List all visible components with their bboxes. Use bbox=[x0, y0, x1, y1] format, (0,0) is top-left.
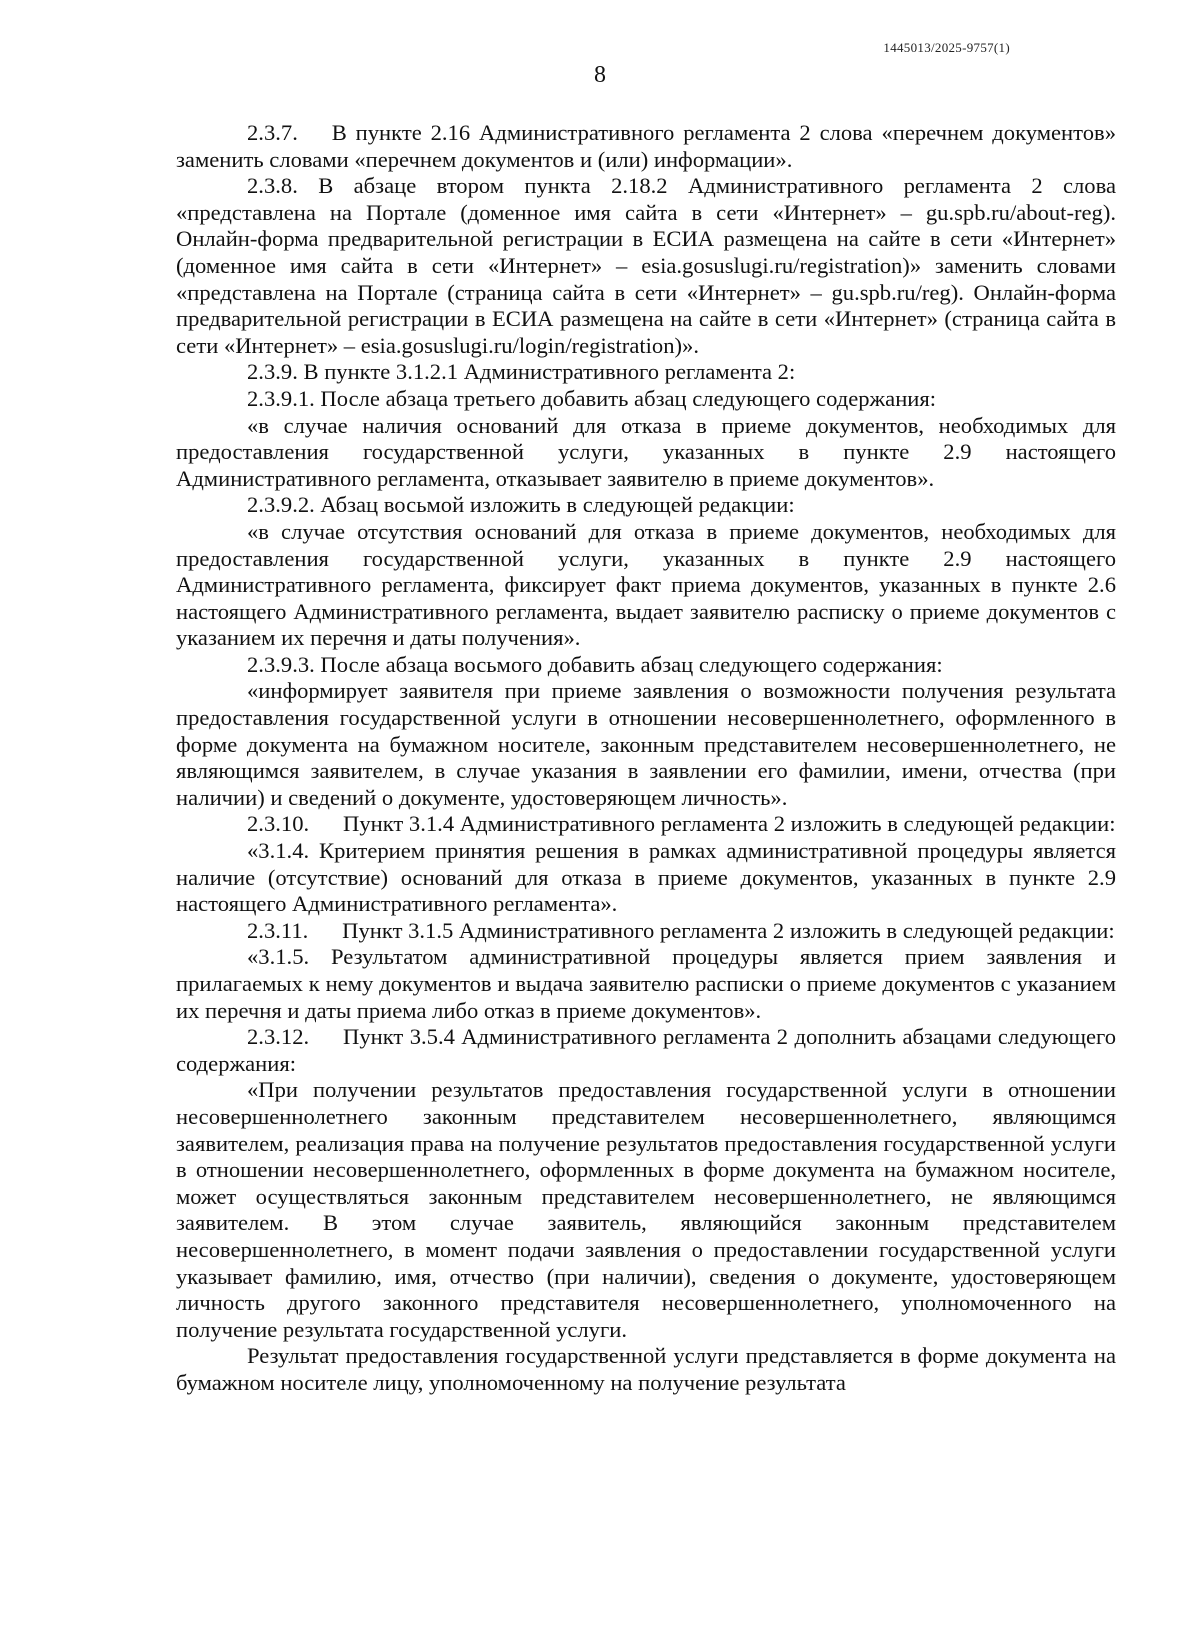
paragraph-2-3-9-3: 2.3.9.3. После абзаца восьмого добавить абзац следующего содержания: bbox=[247, 651, 943, 677]
paragraph-2-3-8: 2.3.8. В абзаце втором пункта 2.18.2 Административного регламента 2 слова «представлена на Портале (доменное имя сайта в сети «Интернет» – gu.spb.ru/about-reg). Онлайн-форма предварительной регистрации в ЕСИА размещена на сайте в сети «Интернет» (доменное имя сайта в сети «Интернет» – esia.gosuslugi.ru/registration)» заменить словами «представлена на Портале (страница сайта в сети «Интернет» – gu.spb.ru/reg). Онлайн-форма предварительной регистрации в ЕСИА размещена на сайте в сети «Интернет» (страница сайта в сети «Интернет» – esia.gosuslugi.ru/login/registration)». bbox=[176, 173, 1116, 358]
paragraph-2-3-10: 2.3.10. Пункт 3.1.4 Административного регламента 2 изложить в следующей редакции: bbox=[247, 811, 1116, 837]
paragraph-2-3-9-2: 2.3.9.2. Абзац восьмой изложить в следующей редакции: bbox=[247, 492, 795, 518]
quoted-paragraph: «При получении результатов предоставления государственной услуги в отношении несовершеннолетнего законным представителем несовершеннолетнего, являющимся заявителем, реализация права на получение результатов предоставления государственной услуги в отношении несовершеннолетнего, оформленных в форме документа на бумажном носителе, может осуществляться законным представителем несовершеннолетнего, не являющимся заявителем. В этом случае заявитель, являющийся законным представителем несовершеннолетнего, в момент подачи заявления о предоставлении государственной услуги указывает фамилию, имя, отчество (при наличии), сведения о документе, удостоверяющем личность другого законного представителя несовершеннолетнего, уполномоченного на получение результата государственной услуги. bbox=[176, 1077, 1116, 1342]
document-body bbox=[176, 120, 1116, 1397]
paragraph-result: Результат предоставления государственной услуги представляется в форме документа на бумажном носителе лицу, уполномоченному на получение результата bbox=[176, 1343, 1116, 1395]
document-id: 1445013/2025-9757(1) bbox=[883, 40, 1010, 55]
quoted-paragraph: «3.1.5. Результатом административной процедуры является прием заявления и прилагаемых к нему документов и выдача заявителю расписки о приеме документов с указанием их перечня и даты приема либо отказ в приеме документов». bbox=[176, 944, 1116, 1023]
paragraph-2-3-9-1: 2.3.9.1. После абзаца третьего добавить абзац следующего содержания: bbox=[247, 385, 937, 411]
paragraph-2-3-12: 2.3.12. Пункт 3.5.4 Административного регламента 2 дополнить абзацами следующего содержания: bbox=[176, 1024, 1116, 1076]
quoted-paragraph: «в случае наличия оснований для отказа в приеме документов, необходимых для предоставления государственной услуги, указанных в пункте 2.9 настоящего Административного регламента, отказывает заявителю в приеме документов». bbox=[176, 412, 1116, 491]
paragraph-2-3-11: 2.3.11. Пункт 3.1.5 Административного регламента 2 изложить в следующей редакции: bbox=[247, 917, 1115, 943]
quoted-paragraph: «в случае отсутствия оснований для отказа в приеме документов, необходимых для предоставления государственной услуги, указанных в пункте 2.9 настоящего Административного регламента, фиксирует факт приема документов, указанных в пункте 2.6 настоящего Административного регламента, выдает заявителю расписку о приеме документов с указанием их перечня и даты получения». bbox=[176, 518, 1116, 651]
quoted-paragraph: «информирует заявителя при приеме заявления о возможности получения результата предоставления государственной услуги в отношении несовершеннолетнего, оформленного в форме документа на бумажном носителе, законным представителем несовершеннолетнего, не являющимся заявителем, в случае указания в заявлении его фамилии, имени, отчества (при наличии) и сведений о документе, удостоверяющем личность». bbox=[176, 678, 1116, 810]
quoted-paragraph: «3.1.4. Критерием принятия решения в рамках административной процедуры является наличие (отсутствие) оснований для отказа в приеме документов, указанных в пункте 2.9 настоящего Административного регламента». bbox=[176, 838, 1116, 917]
page-number: 8 bbox=[594, 62, 606, 88]
paragraph-2-3-9: 2.3.9. В пункте 3.1.2.1 Административного регламента 2: bbox=[247, 359, 796, 385]
paragraph-2-3-7: 2.3.7. В пункте 2.16 Административного регламента 2 слова «перечнем документов» заменить словами «перечнем документов и (или) информации». bbox=[176, 120, 1116, 172]
